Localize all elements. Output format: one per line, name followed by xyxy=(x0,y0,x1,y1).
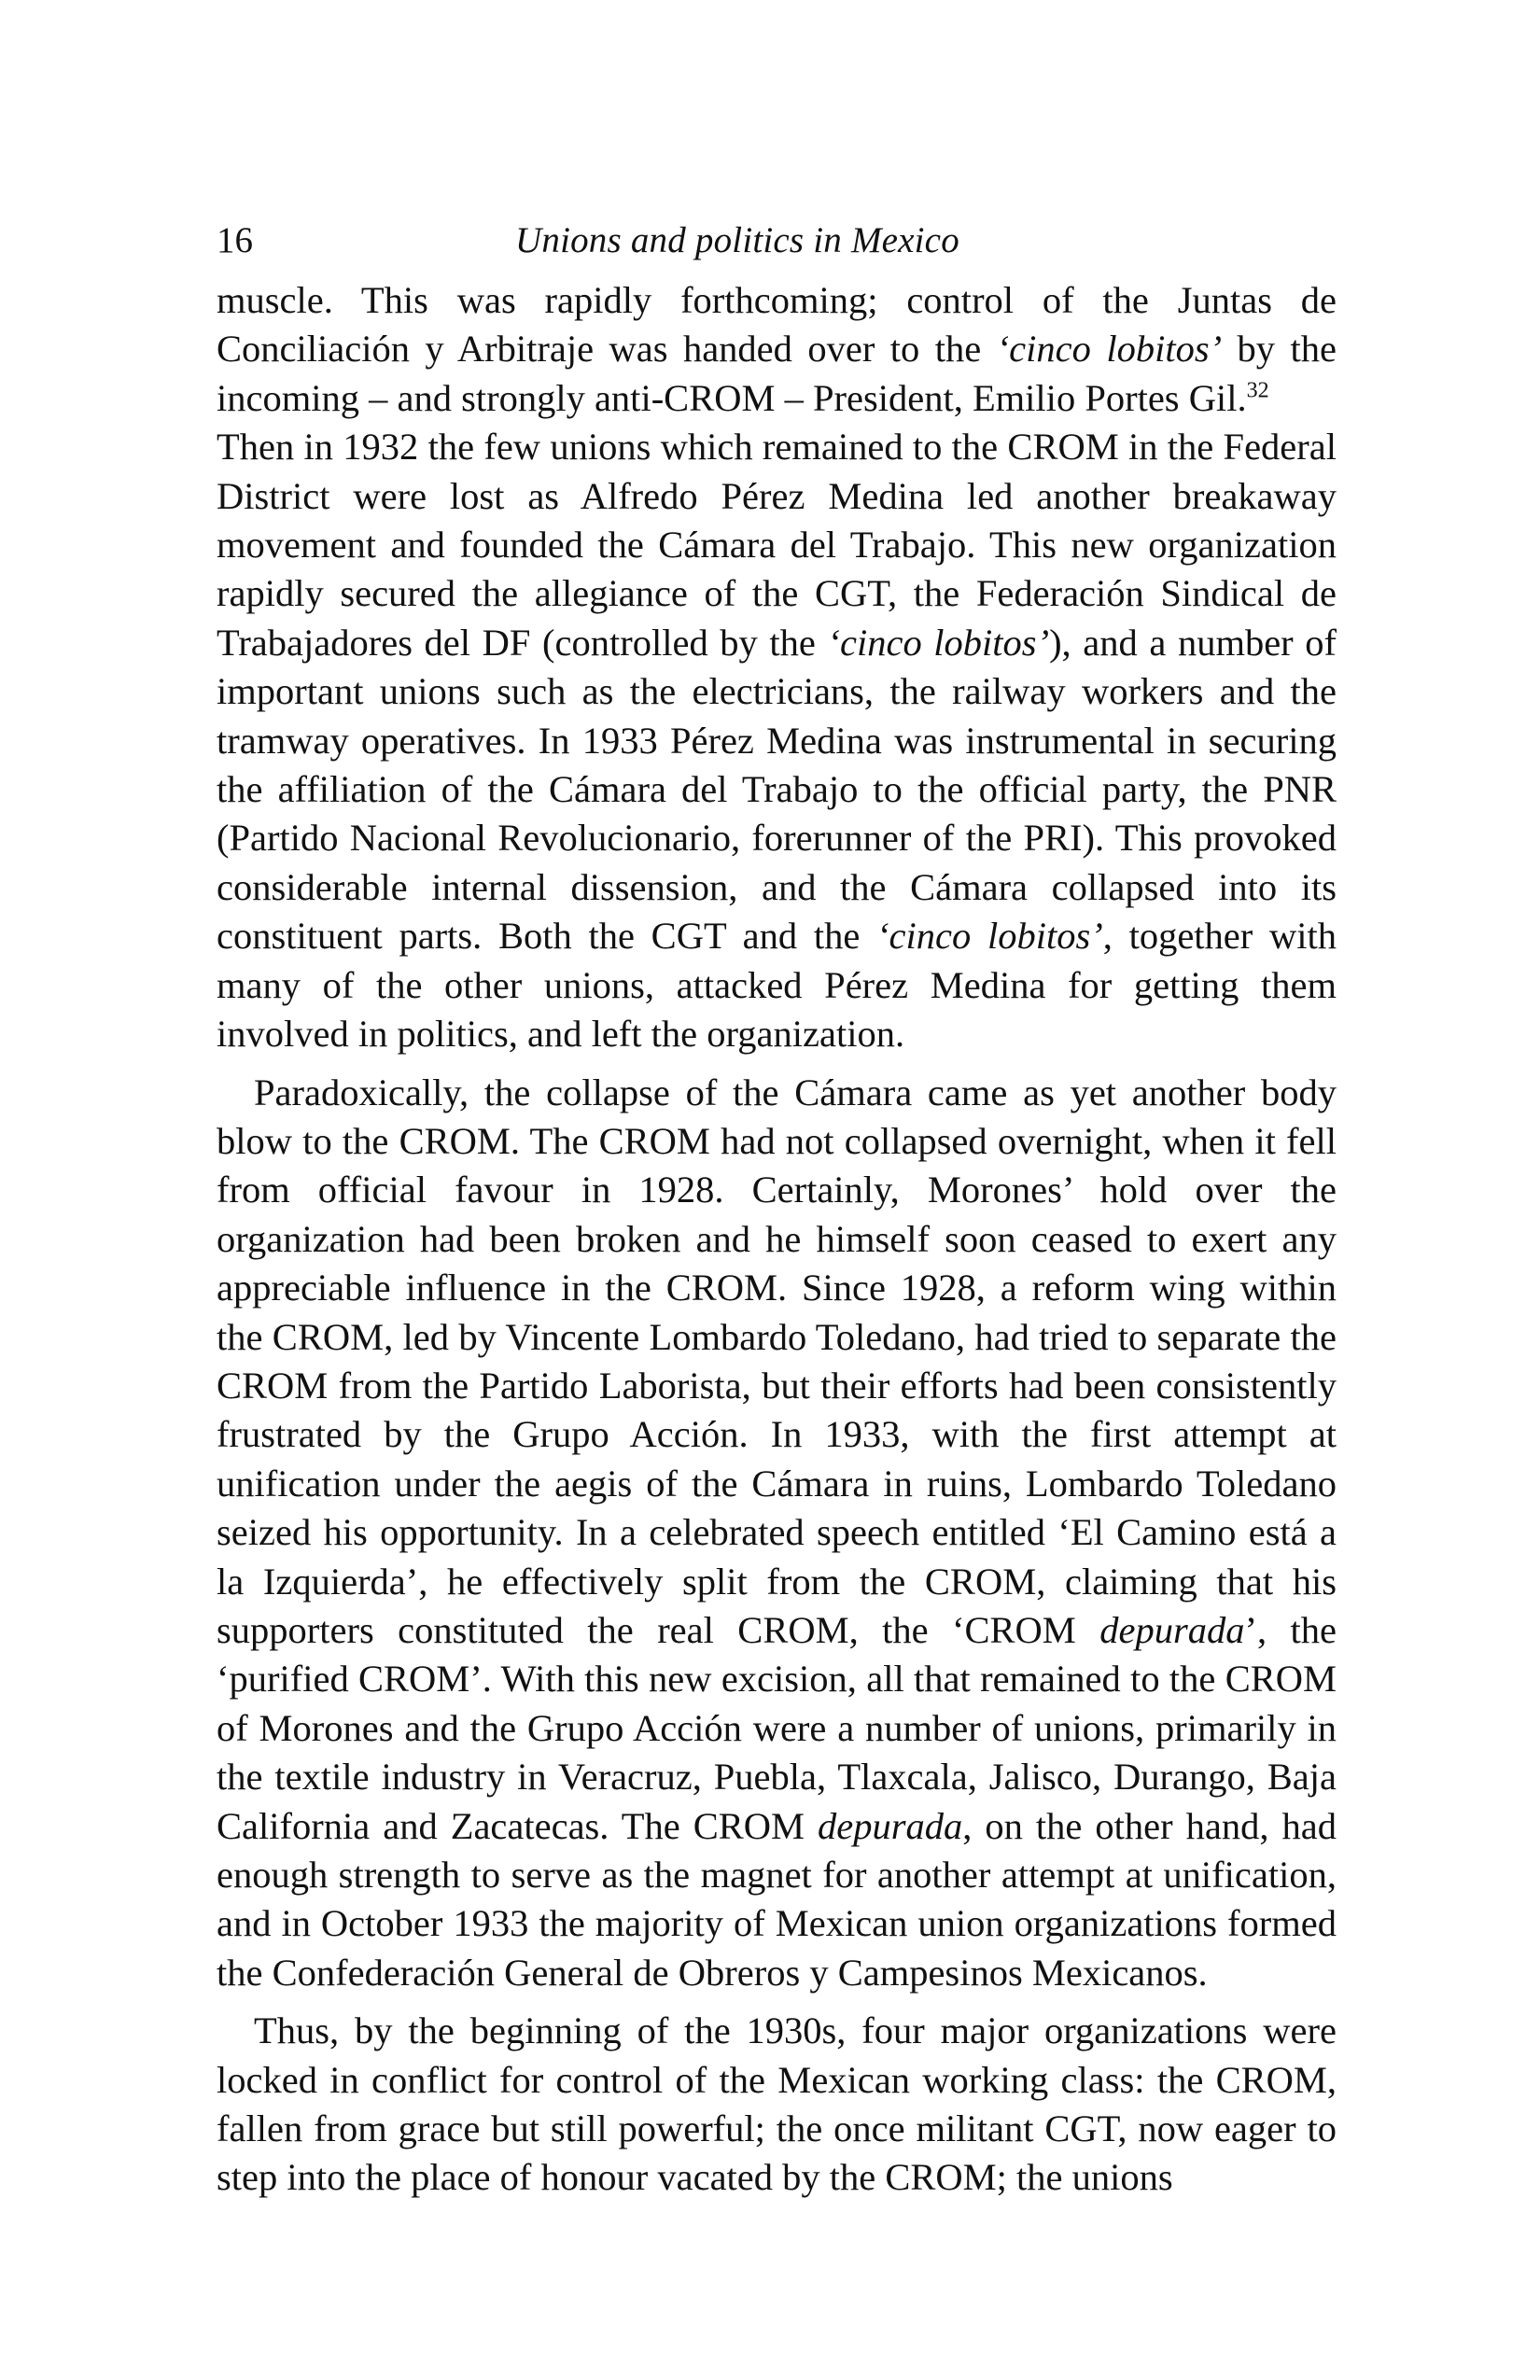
body-text xyxy=(217,276,1337,2203)
footnote-marker: 32 xyxy=(1246,378,1269,403)
text-run: Thus, by the beginning of the 1930s, four major organizations were locked in conflict for control of the Mexican working class: the CROM, fallen from grace but still powerful; the once militant CGT, now eager to step into the place of honour vacated by the CROM; the unions xyxy=(217,2009,1337,2199)
paragraph-3 xyxy=(217,1069,1337,1998)
text-run: , on the other hand, had enough strength to serve as the magnet for another attempt at unification, and in October 1933 the majority of Mexican union organizations formed the Confederación General de Obreros y Campesinos Mexicanos. xyxy=(217,1804,1337,1994)
italic-term: ‘cinco lobitos’ xyxy=(827,621,1050,664)
text-run: muscle. This was rapidly forthcoming; control of the Juntas de Conciliación y Arbitraje was handed over to the xyxy=(217,279,1337,371)
italic-term: ‘cinco lobitos’ xyxy=(996,328,1223,371)
page-number: 16 xyxy=(217,220,253,260)
text-run: ), and a number of important unions such as the electricians, the railway workers and the tramway operatives. In 1933 Pérez Medina was instrumental in securing the affiliation of the Cámara del Trabajo to the official party, the PNR (Partido Nacional Revolucionario, forerunner of the PRI). This provoked considerable internal dissension, and the Cámara collapsed into its constituent parts. Both the CGT and the xyxy=(217,621,1337,958)
italic-term: depurada xyxy=(1099,1608,1245,1651)
running-title: Unions and politics in Mexico xyxy=(515,220,959,260)
text-run: Then in 1932 the few unions which remained to the CROM in the Federal District were lost as Alfredo Pérez Medina led another breakaway movement and founded the Cámara del Trabajo. This new organization rapidly secured the allegiance of the CGT, the Federación Sindical de Trabajadores del DF (controlled by the xyxy=(217,426,1337,664)
paragraph-1 xyxy=(217,276,1337,423)
paragraph-4 xyxy=(217,2007,1337,2203)
italic-term: ‘cinco lobitos’ xyxy=(876,915,1103,958)
text-run: Paradoxically, the collapse of the Cámara came as yet another body blow to the CROM. The CROM had not collapsed overnight, when it fell from official favour in 1928. Certainly, Morones’ hold over the organization had been broken and he himself soon ceased to exert any appreciable influence in the CROM. Since 1928, a reform wing within the CROM, led by Vincente Lombardo Toledano, had tried to separate the CROM from the Partido Laborista, but their efforts had been consistently frustrated by the Grupo Acción. In 1933, with the first attempt at unification under the aegis of the Cámara in ruins, Lombardo Toledano seized his opportunity. In a celebrated speech entitled ‘El Camino está a la Izquierda’, he effectively split from the CROM, claiming that his supporters constituted the real CROM, the ‘CROM xyxy=(217,1071,1337,1651)
paragraph-2 xyxy=(217,423,1337,1058)
text-run: , together with many of the other unions, attacked Pérez Medina for getting them involved in politics, and left the organization. xyxy=(217,915,1337,1056)
page-header xyxy=(217,213,1337,269)
text-run: ’, the ‘purified CROM’. With this new excision, all that remained to the CROM of Morones and the Grupo Acción were a number of unions, primarily in the textile industry in Veracruz, Puebla, Tlaxcala, Jalisco, Durango, Baja California and Zacatecas. The CROM xyxy=(217,1608,1337,1847)
text-run: by the incoming – and strongly anti-CROM – President, Emilio Portes Gil. xyxy=(217,328,1337,419)
italic-term: depurada xyxy=(818,1804,963,1847)
